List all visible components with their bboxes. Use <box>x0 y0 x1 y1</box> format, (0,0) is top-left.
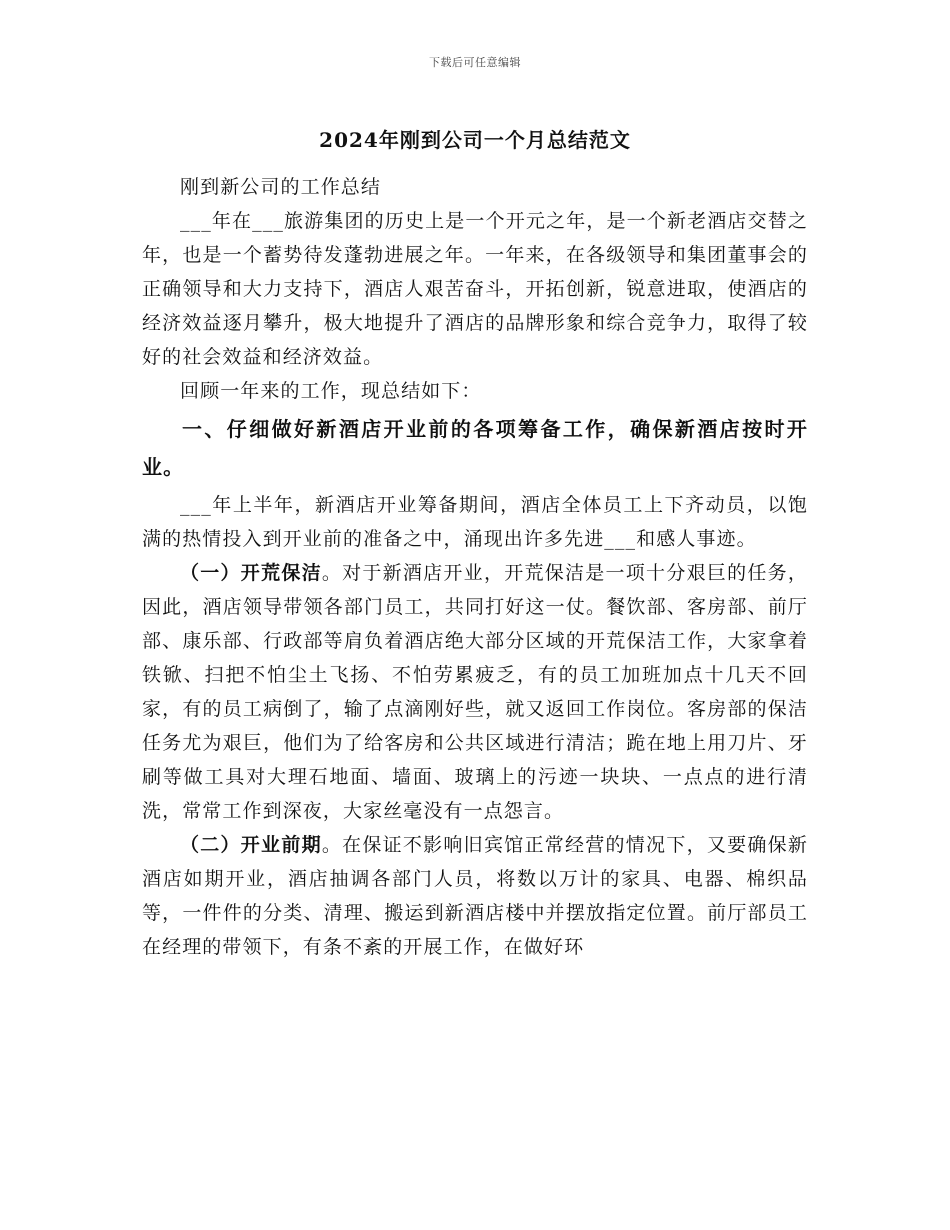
review-paragraph: 回顾一年来的工作，现总结如下： <box>180 380 482 402</box>
header-note: 下载后可任意编辑 <box>429 56 521 69</box>
document-title: 2024年刚到公司一个月总结范文 <box>319 128 631 152</box>
pre-opening-paragraph <box>142 828 808 964</box>
cleaning-paragraph <box>142 556 808 828</box>
pre-opening-label: （二）开业前期 <box>180 834 322 856</box>
section-heading-1: 一、仔细做好新酒店开业前的各项筹备工作，确保新酒店按时开业。 <box>142 417 808 479</box>
intro-paragraph: ___年在___旅游集团的历史上是一个开元之年，是一个新老酒店交替之年，也是一个蓄势待发蓬勃进展之年。一年来，在各级领导和集团董事会的正确领导和大力支持下，酒店人艰苦奋斗，开拓创新，锐意进取，使酒店的经济效益逐月攀升，极大地提升了酒店的品牌形象和综合竞争力，取得了较好的社会效益和经济效益。 <box>142 210 808 368</box>
cleaning-text: 。对于新酒店开业，开荒保洁是一项十分艰巨的任务，因此，酒店领导带领各部门员工，共同打好这一仗。餐饮部、客房部、前厅部、康乐部、行政部等肩负着酒店绝大部分区域的开荒保洁工作，大家拿着铁锨、扫把不怕尘土飞扬、不怕劳累疲乏，有的员工加班加点十几天不回家，有的员工病倒了，输了点滴刚好些，就又返回工作岗位。客房部的保洁任务尤为艰巨，他们为了给客房和公共区域进行清洁；跪在地上用刀片、牙刷等做工具对大理石地面、墙面、玻璃上的污迹一块块、一点点的进行清洗，常常工作到深夜，大家丝毫没有一点怨言。 <box>142 562 808 822</box>
preparation-paragraph: ___年上半年，新酒店开业筹备期间，酒店全体员工上下齐动员，以饱满的热情投入到开业前的准备之中，涌现出许多先进___和感人事迹。 <box>142 494 808 550</box>
subtitle-paragraph: 刚到新公司的工作总结 <box>180 176 382 198</box>
document-body <box>142 170 808 964</box>
cleaning-label: （一）开荒保洁 <box>180 562 322 584</box>
pre-opening-text: 。在保证不影响旧宾馆正常经营的情况下，又要确保新酒店如期开业，酒店抽调各部门人员，将数以万计的家具、电器、棉织品等，一件件的分类、清理、搬运到新酒店楼中并摆放指定位置。前厅部员工在经理的带领下，有条不紊的开展工作，在做好环 <box>142 834 808 958</box>
